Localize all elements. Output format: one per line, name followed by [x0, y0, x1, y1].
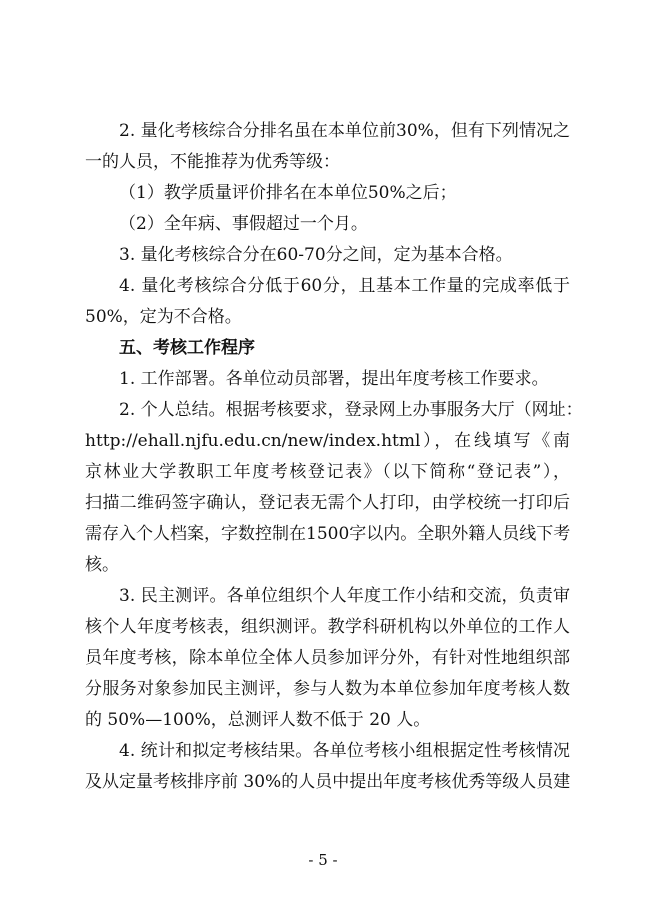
line-text: 4. 统计和拟定考核结果。各单位考核小组根据定性考核情况 [119, 741, 570, 761]
text-line-14 [0, 519, 646, 549]
line-text: 扫描二维码签字确认，登记表无需个人打印，由学校统一打印后 [85, 493, 570, 513]
line-text: （2）全年病、事假超过一个月。 [119, 214, 368, 234]
line-text: 分服务对象参加民主测评，参与人数为本单位参加年度考核人数 [85, 679, 570, 699]
text-line-11 [0, 426, 646, 456]
text-line-1 [0, 116, 646, 146]
line-text: 核个人年度考核表，组织测评。教学科研机构以外单位的工作人 [85, 617, 570, 637]
line-text: 一的人员，不能推荐为优秀等级： [85, 152, 340, 172]
line-text: 及从定量考核排序前 30%的人员中提出年度考核优秀等级人员建 [85, 772, 571, 792]
heading-text: 五、考核工作程序 [119, 338, 255, 358]
line-text: 2. 个人总结。根据考核要求，登录网上办事服务大厅（网址： [119, 400, 583, 420]
text-line-15 [0, 550, 646, 580]
line-text: 3. 量化考核综合分在60-70分之间，定为基本合格。 [119, 245, 513, 265]
line-text: http://ehall.njfu.edu.cn/new/index.html），在线填写《南 [85, 431, 570, 451]
text-line-2 [0, 147, 646, 177]
line-text: 核。 [85, 555, 119, 575]
text-line-6 [0, 271, 646, 301]
line-text: 员年度考核，除本单位全体人员参加评分外，有针对性地组织部 [85, 648, 570, 668]
line-text: 需存入个人档案，字数控制在1500字以内。全职外籍人员线下考 [85, 524, 571, 544]
text-line-18 [0, 643, 646, 673]
line-text: 2. 量化考核综合分排名虽在本单位前30%，但有下列情况之 [119, 121, 570, 141]
text-line-13 [0, 488, 646, 518]
text-line-9 [0, 364, 646, 394]
text-line-17 [0, 612, 646, 642]
line-text: 1. 工作部署。各单位动员部署，提出年度考核工作要求。 [119, 369, 549, 389]
line-text: 的 50%—100%，总测评人数不低于 20 人。 [85, 710, 431, 730]
line-text: 50%，定为不合格。 [85, 307, 242, 327]
text-line-20 [0, 705, 646, 735]
text-line-16 [0, 581, 646, 611]
text-line-4 [0, 209, 646, 239]
text-line-22 [0, 767, 646, 797]
text-line-12 [0, 457, 646, 487]
text-line-3 [0, 178, 646, 208]
text-line-10 [0, 395, 646, 425]
line-text: 京林业大学教职工年度考核登记表》（以下简称“登记表”）， [85, 462, 570, 482]
line-text: （1）教学质量评价排名在本单位50%之后； [119, 183, 457, 203]
text-line-5 [0, 240, 646, 270]
text-line-19 [0, 674, 646, 704]
section-heading [0, 333, 646, 363]
line-text: 3. 民主测评。各单位组织个人年度工作小结和交流，负责审 [119, 586, 570, 606]
line-text: 4. 量化考核综合分低于60分，且基本工作量的完成率低于 [119, 276, 570, 296]
page-number: - 5 - [308, 851, 338, 869]
text-line-7 [0, 302, 646, 332]
text-line-21 [0, 736, 646, 766]
